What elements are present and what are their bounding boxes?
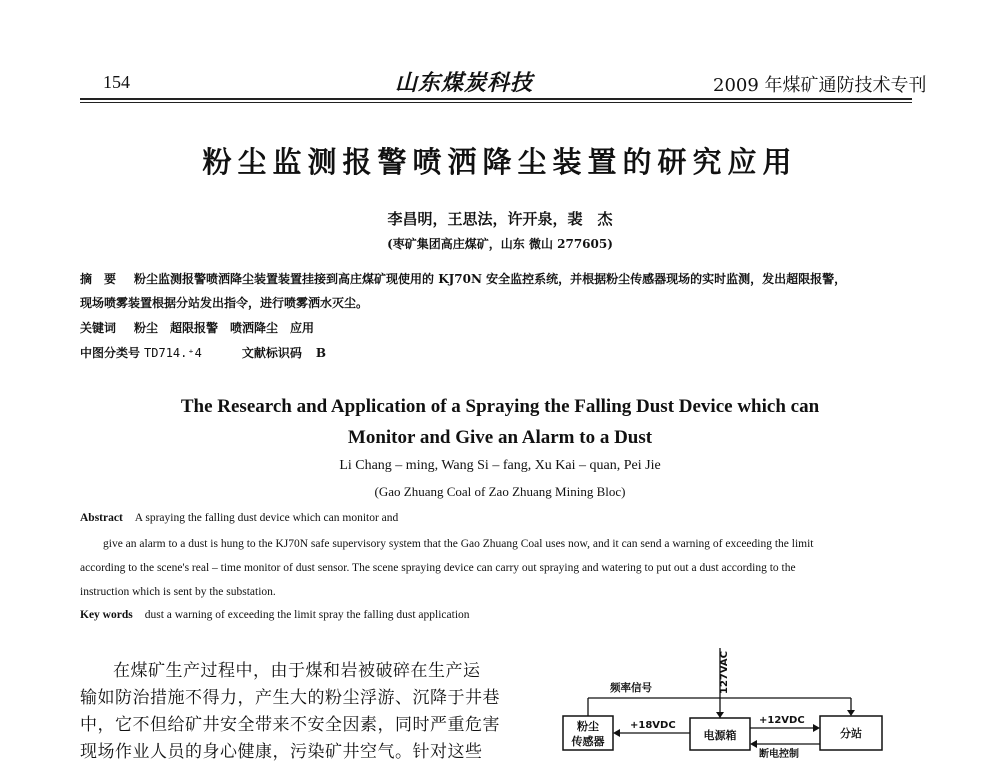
abstract-chinese-text-1: 粉尘监测报警喷洒降尘装置装置挂接到高庄煤矿现使用的 KJ70N 安全监控系统，并根据粉尘传感器现场的实时监测，发出超限报警， [134, 272, 847, 286]
keywords-english-value: dust a warning of exceeding the limit spray the falling dust application [144, 609, 470, 621]
keywords-chinese-label: 关键词 [80, 321, 117, 335]
header-rule-thin [80, 102, 912, 103]
keywords-chinese-value: 粉尘 超限报警 喷洒降尘 应用 [134, 321, 315, 335]
dc12-label: +12VDC [759, 715, 805, 726]
abstract-english-text-1: A spraying the falling dust device which can monitor and [134, 512, 399, 524]
issue-title: 2009 年煤矿通防技术专刊 [713, 75, 927, 96]
affiliation-english: (Gao Zhuang Coal of Zao Zhuang Mining Bloc) [374, 484, 626, 499]
header-rule [80, 98, 912, 100]
system-diagram-svg [545, 648, 905, 759]
dc12-arrowhead [813, 724, 820, 732]
authors-english: Li Chang – ming, Wang Si – fang, Xu Kai – quan, Pei Jie [339, 458, 661, 473]
abstract-chinese-label: 摘 要 [80, 272, 117, 286]
abstract-english-label: Abstract [80, 512, 123, 524]
affiliation-chinese: (枣矿集团高庄煤矿，山东 微山 277605) [387, 237, 613, 251]
freq-arrowhead [847, 710, 855, 716]
power-off-arrowhead [750, 740, 757, 748]
ac-arrowhead [716, 712, 724, 718]
power-box-label: 电源箱 [703, 729, 737, 742]
power-off-label: 断电控制 [759, 749, 799, 759]
authors-chinese: 李昌明，王思法，许开泉，裴 杰 [387, 210, 613, 228]
system-diagram [545, 648, 905, 759]
body-text-line-2: 输如防治措施不得力，产生大的粉尘浮游、沉降于井巷 [80, 688, 500, 708]
freq-signal-label: 频率信号 [610, 682, 652, 694]
substation-box-label: 分站 [840, 727, 862, 740]
keywords-english-label: Key words [80, 609, 133, 621]
abstract-english-line-2: give an alarm to a dust is hung to the KJ70N safe supervisory system that the Gao Zhuang Coal uses now, and it can send a warning of exceeding the limit [103, 538, 814, 550]
title-chinese: 粉尘监测报警喷洒降尘装置的研究应用 [202, 145, 798, 179]
body-text-line-4: 现场作业人员的身心健康，污染矿井空气。针对这些 [80, 742, 483, 762]
classification-label: 中图分类号 [80, 346, 141, 360]
document-code-value: B [315, 346, 326, 360]
dc18-arrowhead [613, 729, 620, 737]
abstract-chinese-line-1 [80, 270, 846, 287]
title-english-line-1: The Research and Application of a Spraying the Falling Dust Device which can [180, 396, 820, 417]
abstract-chinese-line-2: 现场喷雾装置根据分站发出指令，进行喷雾洒水灭尘。 [80, 296, 369, 310]
abstract-english-line-1 [80, 512, 398, 524]
classification-value: TD714.⁺4 [144, 346, 202, 360]
journal-name-logo: 山东煤炭科技 [395, 70, 534, 96]
keywords-chinese [80, 319, 314, 336]
title-english-line-2: Monitor and Give an Alarm to a Dust [347, 427, 653, 448]
dc18-label: +18VDC [630, 720, 676, 731]
classification-line [80, 344, 348, 361]
vac-label: 127VAC [719, 650, 730, 694]
dust-sensor-label-2: 传感器 [571, 735, 605, 748]
keywords-english [80, 609, 470, 621]
abstract-english-line-4: instruction which is sent by the substation. [80, 586, 276, 598]
dust-sensor-label-1: 粉尘 [577, 720, 599, 733]
page-number: 154 [103, 72, 130, 92]
body-text-line-1: 在煤矿生产过程中，由于煤和岩被破碎在生产运 [113, 661, 481, 681]
document-code-label: 文献标识码 [241, 346, 302, 360]
abstract-english-line-3: according to the scene's real – time monitor of dust sensor. The scene spraying device can carry out spraying and watering to put out a dust according to the [80, 562, 796, 574]
body-text-line-3: 中，它不但给矿井安全带来不安全因素，同时严重危害 [80, 715, 500, 735]
